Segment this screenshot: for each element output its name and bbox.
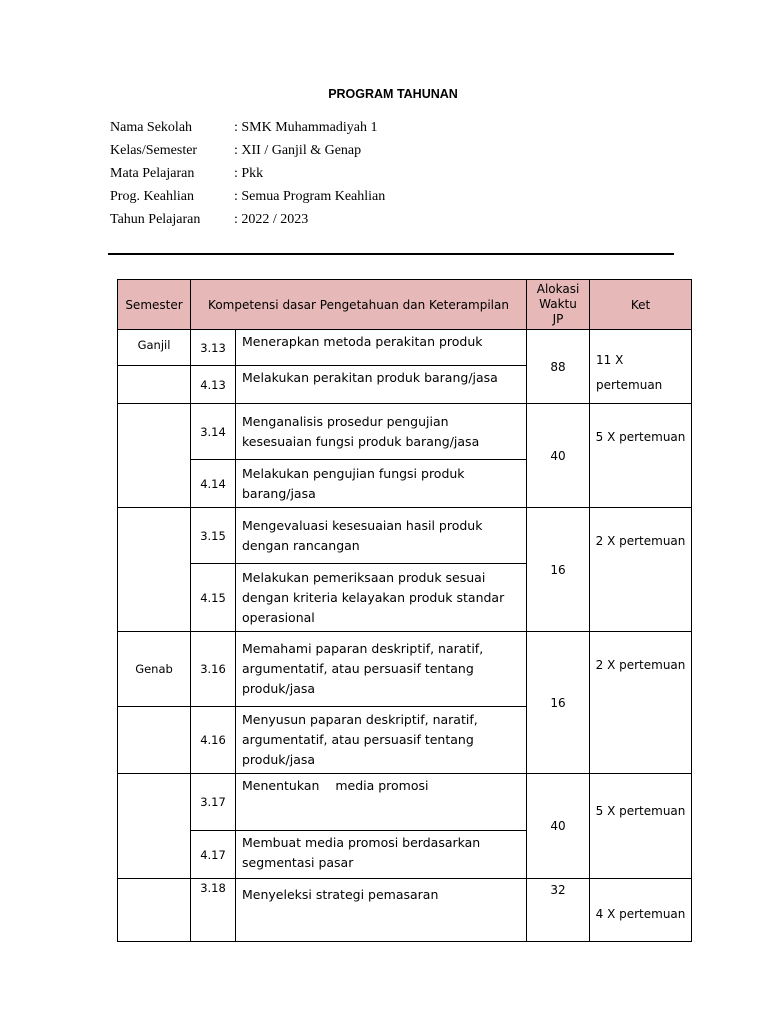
kd-text: Menyusun paparan deskriptif, naratif, argumentatif, atau persuasif tentang produk/jasa bbox=[236, 707, 527, 774]
kd-text: Melakukan pemeriksaan produk sesuai dengan kriteria kelayakan produk standar operasional bbox=[236, 564, 527, 632]
kd-number: 4.13 bbox=[191, 366, 236, 404]
table-row bbox=[118, 879, 692, 942]
jp-cell: 16 bbox=[527, 508, 590, 632]
semester-cell: Ganjil bbox=[118, 330, 191, 366]
kd-number: 4.17 bbox=[191, 831, 236, 879]
info-value: : Semua Program Keahlian bbox=[234, 189, 386, 204]
kd-number: 3.13 bbox=[191, 330, 236, 366]
header-kompetensi: Kompetensi dasar Pengetahuan dan Keterampilan bbox=[191, 280, 527, 330]
kd-number: 4.14 bbox=[191, 460, 236, 508]
table-row bbox=[118, 774, 692, 831]
info-row-class bbox=[110, 142, 385, 165]
header-ket: Ket bbox=[590, 280, 692, 330]
semester-cell bbox=[118, 508, 191, 632]
info-row-program bbox=[110, 188, 385, 211]
ket-cell: 4 X pertemuan bbox=[590, 879, 692, 942]
info-label: Prog. Keahlian bbox=[110, 189, 194, 204]
header-alokasi: Alokasi Waktu JP bbox=[527, 280, 590, 330]
info-label: Mata Pelajaran bbox=[110, 166, 195, 181]
kd-number: 3.18 bbox=[191, 879, 236, 942]
ket-cell: 2 X pertemuan bbox=[590, 508, 692, 632]
info-row-school bbox=[110, 119, 385, 142]
kd-text: Menentukan media promosi bbox=[236, 774, 527, 831]
jp-cell: 88 bbox=[527, 330, 590, 404]
kd-number: 3.16 bbox=[191, 632, 236, 707]
kd-number: 4.16 bbox=[191, 707, 236, 774]
kd-number: 3.17 bbox=[191, 774, 236, 831]
semester-cell bbox=[118, 707, 191, 774]
kd-text: Menerapkan metoda perakitan produk bbox=[236, 330, 527, 366]
table-header-row bbox=[118, 280, 692, 330]
kd-text: Melakukan perakitan produk barang/jasa bbox=[236, 366, 527, 404]
semester-cell bbox=[118, 404, 191, 508]
kd-text: Menyeleksi strategi pemasaran bbox=[236, 879, 527, 942]
info-row-year bbox=[110, 211, 385, 234]
info-row-subject bbox=[110, 165, 385, 188]
semester-cell bbox=[118, 774, 191, 879]
ket-cell: 11 X pertemuan bbox=[590, 330, 692, 404]
table-row bbox=[118, 508, 692, 564]
info-label: Nama Sekolah bbox=[110, 120, 193, 135]
kd-text: Menganalisis prosedur pengujian kesesuaian fungsi produk barang/jasa bbox=[236, 404, 527, 460]
table-row bbox=[118, 404, 692, 460]
kd-number: 4.15 bbox=[191, 564, 236, 632]
jp-cell: 16 bbox=[527, 632, 590, 774]
kd-number: 3.15 bbox=[191, 508, 236, 564]
kd-text: Memahami paparan deskriptif, naratif, argumentatif, atau persuasif tentang produk/jasa bbox=[236, 632, 527, 707]
divider-line bbox=[108, 253, 674, 255]
info-value: : SMK Muhammadiyah 1 bbox=[234, 120, 378, 135]
info-label: Kelas/Semester bbox=[110, 143, 198, 158]
kd-text: Melakukan pengujian fungsi produk barang/jasa bbox=[236, 460, 527, 508]
header-semester: Semester bbox=[118, 280, 191, 330]
table-row bbox=[118, 632, 692, 707]
table-row bbox=[118, 330, 692, 366]
kd-text: Membuat media promosi berdasarkan segmentasi pasar bbox=[236, 831, 527, 879]
info-value: : XII / Ganjil & Genap bbox=[234, 143, 362, 158]
school-info bbox=[110, 119, 385, 234]
document-title: PROGRAM TAHUNAN bbox=[328, 87, 458, 101]
info-value: : 2022 / 2023 bbox=[234, 212, 309, 227]
jp-cell: 40 bbox=[527, 774, 590, 879]
kd-number: 3.14 bbox=[191, 404, 236, 460]
semester-cell: Genab bbox=[118, 632, 191, 707]
kd-text: Mengevaluasi kesesuaian hasil produk dengan rancangan bbox=[236, 508, 527, 564]
ket-cell: 5 X pertemuan bbox=[590, 774, 692, 879]
semester-cell bbox=[118, 879, 191, 942]
jp-cell: 40 bbox=[527, 404, 590, 508]
semester-cell bbox=[118, 366, 191, 404]
jp-cell: 32 bbox=[527, 879, 590, 942]
ket-cell: 5 X pertemuan bbox=[590, 404, 692, 508]
info-value: : Pkk bbox=[234, 166, 264, 181]
info-label: Tahun Pelajaran bbox=[110, 212, 201, 227]
ket-cell: 2 X pertemuan bbox=[590, 632, 692, 774]
annual-program-table bbox=[117, 279, 692, 942]
